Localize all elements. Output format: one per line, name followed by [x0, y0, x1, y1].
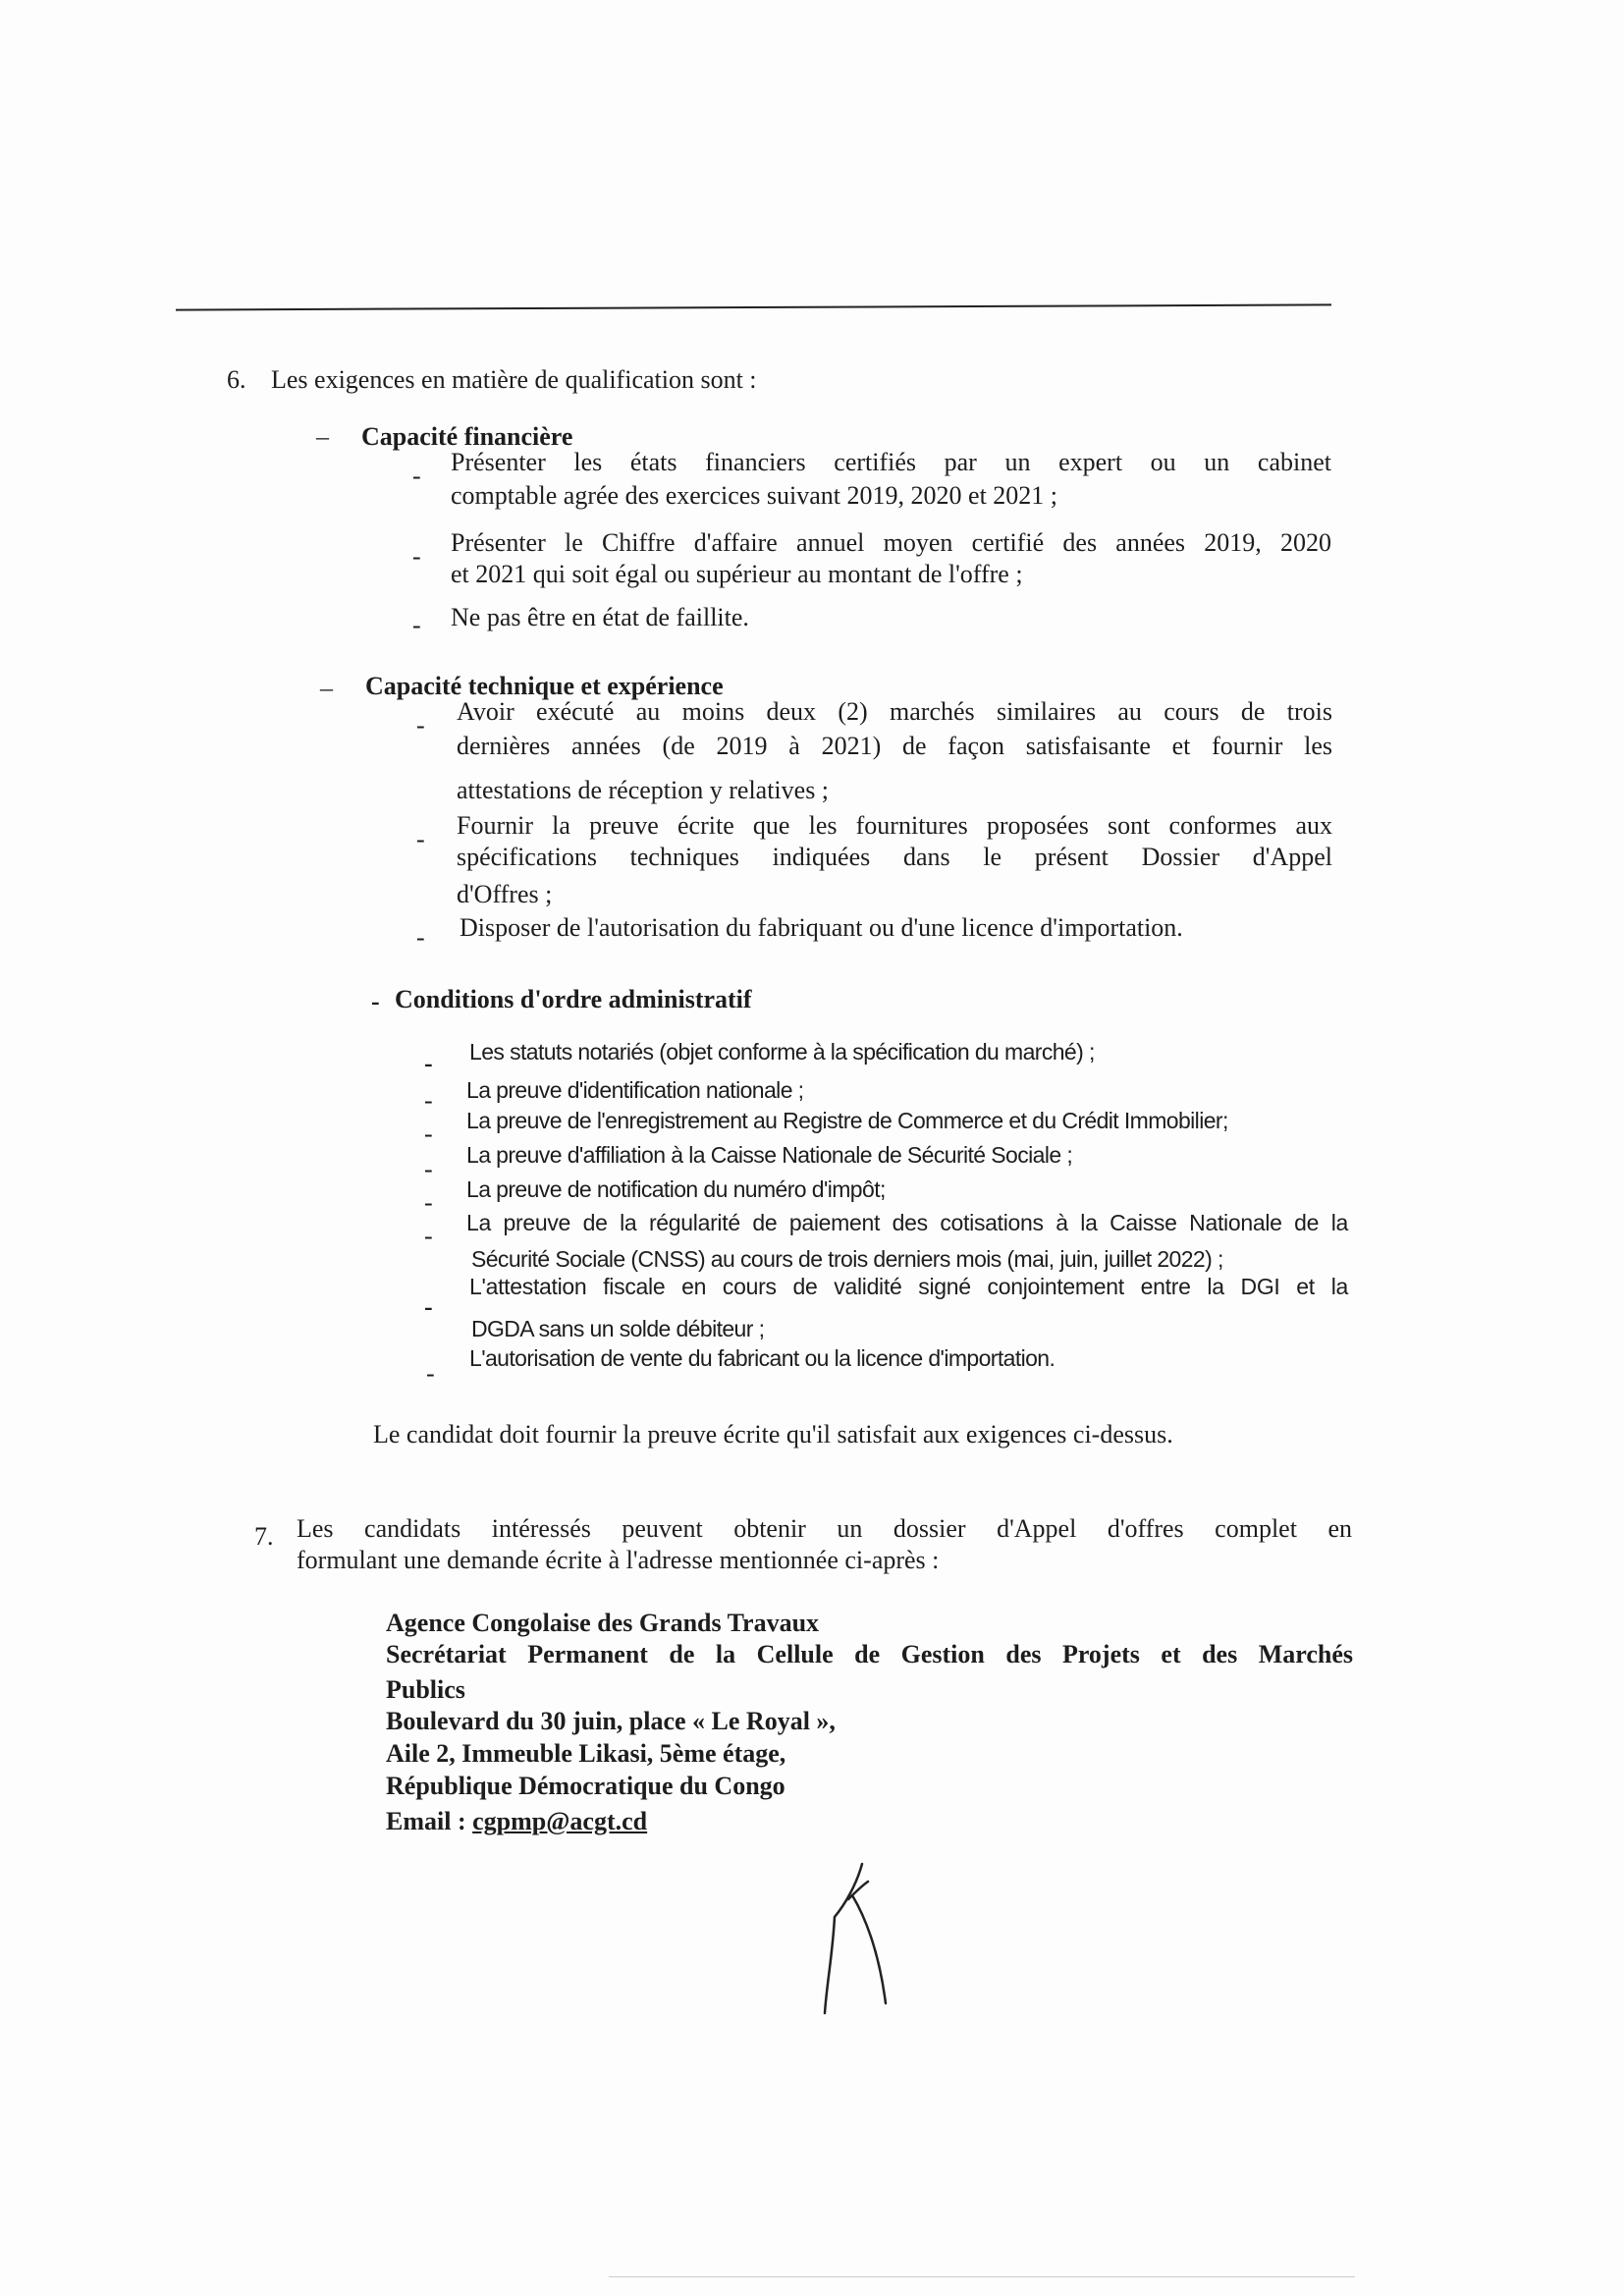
- section-7-line-2: formulant une demande écrite à l'adresse mentionnée ci-après :: [297, 1546, 940, 1574]
- bullet: -: [424, 1086, 433, 1115]
- technical-item-2-line-2: spécifications techniques indiquées dans le présent Dossier d'Appel: [457, 843, 1332, 871]
- technical-item-1-line-2: dernières années (de 2019 à 2021) de façon satisfaisante et fournir les: [457, 732, 1332, 760]
- bullet: -: [416, 825, 425, 853]
- bullet: -: [416, 923, 425, 952]
- section-7-line-1: Les candidats intéressés peuvent obtenir un dossier d'Appel d'offres complet en: [297, 1514, 1352, 1543]
- email-label: Email :: [386, 1807, 473, 1835]
- footer-rule: [609, 2276, 1355, 2277]
- bullet: -: [424, 1049, 433, 1077]
- bullet: -: [424, 1155, 433, 1183]
- financial-item-1-line-2: comptable agrée des exercices suivant 2019, 2020 et 2021 ;: [451, 481, 1058, 510]
- financial-heading: Capacité financière: [361, 422, 573, 451]
- admin-item-6-line-2: Sécurité Sociale (CNSS) au cours de trois derniers mois (mai, juin, juillet 2022) ;: [471, 1246, 1223, 1272]
- admin-item-7-line-2: DGDA sans un solde débiteur ;: [471, 1316, 765, 1341]
- financial-item-3: Ne pas être en état de faillite.: [451, 603, 749, 631]
- technical-heading: Capacité technique et expérience: [365, 672, 724, 700]
- address-building: Aile 2, Immeuble Likasi, 5ème étage,: [386, 1739, 786, 1768]
- admin-item-4: La preuve d'affiliation à la Caisse Nationale de Sécurité Sociale ;: [466, 1142, 1073, 1168]
- dash: –: [320, 674, 333, 702]
- admin-item-7-line-1: L'attestation fiscale en cours de validité signé conjointement entre la DGI et la: [469, 1274, 1348, 1299]
- bullet: -: [412, 462, 421, 490]
- address-country: République Démocratique du Congo: [386, 1772, 785, 1800]
- bullet: -: [424, 1120, 433, 1148]
- technical-item-1-line-3: attestations de réception y relatives ;: [457, 776, 830, 804]
- bullet: -: [424, 1222, 433, 1250]
- dash: –: [316, 422, 329, 451]
- financial-item-2-line-1: Présenter le Chiffre d'affaire annuel moyen certifié des années 2019, 2020: [451, 528, 1331, 557]
- address-secretariat: Secrétariat Permanent de la Cellule de Gestion des Projets et des Marchés: [386, 1640, 1353, 1668]
- technical-item-2-line-3: d'Offres ;: [457, 880, 553, 908]
- bullet: -: [424, 1292, 433, 1321]
- email-line: [386, 1807, 647, 1836]
- admin-item-1: Les statuts notariés (objet conforme à la spécification du marché) ;: [469, 1039, 1095, 1065]
- section-7-number: 7.: [254, 1522, 274, 1551]
- admin-item-2: La preuve d'identification nationale ;: [466, 1077, 804, 1103]
- header-rule: [176, 303, 1331, 310]
- signature: [805, 1856, 913, 2023]
- bullet: -: [416, 711, 425, 739]
- admin-item-5: La preuve de notification du numéro d'impôt;: [466, 1176, 886, 1202]
- email-link[interactable]: cgpmp@acgt.cd: [472, 1807, 648, 1835]
- bullet: -: [426, 1359, 435, 1388]
- closing-statement: Le candidat doit fournir la preuve écrite qu'il satisfait aux exigences ci-dessus.: [373, 1420, 1173, 1449]
- technical-item-3: Disposer de l'autorisation du fabriquant ou d'une licence d'importation.: [460, 913, 1183, 942]
- address-secretariat-cont: Publics: [386, 1675, 465, 1704]
- section-6-title: Les exigences en matière de qualification sont :: [271, 365, 757, 394]
- bullet: -: [412, 611, 421, 639]
- bullet: -: [412, 542, 421, 571]
- technical-item-2-line-1: Fournir la preuve écrite que les fournitures proposées sont conformes aux: [457, 811, 1332, 840]
- financial-item-1-line-1: Présenter les états financiers certifiés par un expert ou un cabinet: [451, 448, 1331, 476]
- address-street: Boulevard du 30 juin, place « Le Royal »,: [386, 1707, 836, 1735]
- financial-item-2-line-2: et 2021 qui soit égal ou supérieur au montant de l'offre ;: [451, 560, 1023, 588]
- bullet: -: [424, 1188, 433, 1217]
- admin-item-3: La preuve de l'enregistrement au Registre de Commerce et du Crédit Immobilier;: [466, 1108, 1228, 1133]
- technical-item-1-line-1: Avoir exécuté au moins deux (2) marchés similaires au cours de trois: [457, 697, 1332, 726]
- admin-item-8: L'autorisation de vente du fabricant ou la licence d'importation.: [469, 1345, 1056, 1371]
- dash: -: [371, 987, 380, 1015]
- address-agency: Agence Congolaise des Grands Travaux: [386, 1609, 820, 1637]
- administrative-heading: Conditions d'ordre administratif: [395, 985, 752, 1013]
- admin-item-6-line-1: La preuve de la régularité de paiement des cotisations à la Caisse Nationale de la: [466, 1210, 1348, 1235]
- section-6-number: 6.: [227, 365, 246, 394]
